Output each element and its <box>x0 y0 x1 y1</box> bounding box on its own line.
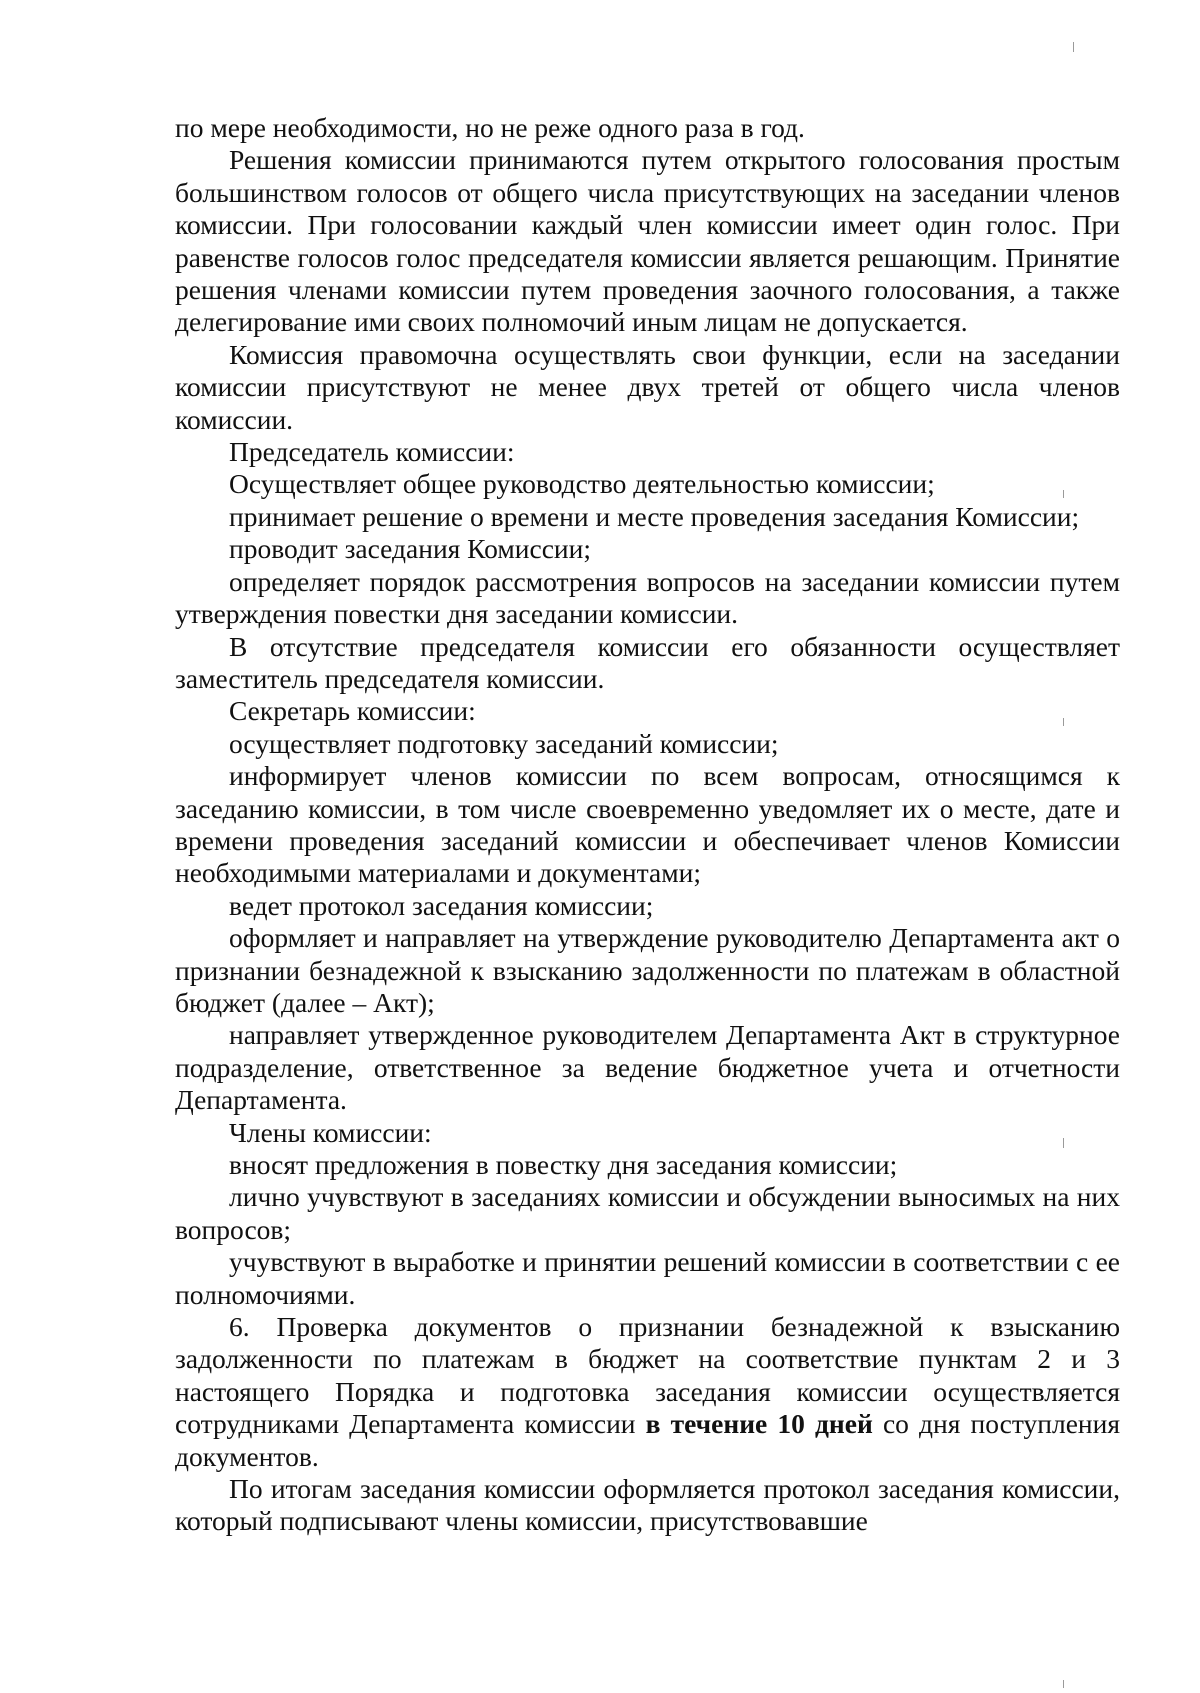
scan-mark <box>1063 490 1064 498</box>
paragraph-2: Решения комиссии принимаются путем открытого голосования простым большинством голосов от общего числа присутствующих на заседании членов комиссии. При голосовании каждый член комиссии имеет один голос. При равенстве голосов голос председателя комиссии является решающим. Принятие решения членами комиссии путем проведения заочного голосования, а также делегирование ими своих полномочий иным лицам не допускается. <box>175 144 1120 338</box>
paragraph-15: направляет утвержденное руководителем Департамента Акт в структурное подразделение, ответственное за ведение бюджетное учета и отчетности Департамента. <box>175 1019 1120 1116</box>
paragraph-6: принимает решение о времени и месте проведения заседания Комиссии; <box>229 500 1080 532</box>
paragraph-6-tail-text: со дня поступления документов. <box>175 1408 1120 1472</box>
scan-mark <box>1063 1680 1064 1688</box>
paragraph-9: В отсутствие председателя комиссии его обязанности осуществляет заместитель председателя комиссии. <box>175 630 1120 694</box>
paragraph-17: вносят предложения в повестку дня заседания комиссии; <box>229 1149 898 1180</box>
paragraph-19: учувствуют в выработке и принятии решений комиссии в соответствии с ее полномочиями. <box>175 1246 1120 1310</box>
scan-mark <box>1073 42 1074 52</box>
paragraph-10: Секретарь комиссии: <box>229 695 476 727</box>
scan-mark <box>1063 1138 1064 1148</box>
paragraph-16: Члены комиссии: <box>229 1116 432 1148</box>
paragraph-12: информирует членов комиссии по всем вопросам, относящимся к заседанию комиссии, в том числе своевременно уведомляет их о месте, дате и времени проведения заседаний комиссии и обеспечивает членов Комиссии необходимыми материалами и документами; <box>175 760 1120 889</box>
paragraph-13: ведет протокол заседания комиссии; <box>229 889 654 921</box>
paragraph-18: лично учувствуют в заседаниях комиссии и обсуждении выносимых на них вопросов; <box>175 1181 1120 1245</box>
paragraph-6-lead-text: 6. Проверка документов о признании безнадежной к взысканию задолженности по платежам в бюджет на соответствие пунктам 2 и 3 настоящего Порядка и подготовка заседания комиссии осуществляется сотрудниками Департамента комиссии <box>175 1311 1120 1440</box>
paragraph-6-bold-deadline: в течение 10 дней <box>645 1408 873 1440</box>
paragraph-3: Комиссия правомочна осуществлять свои функции, если на заседании комиссии присутствуют не менее двух третей от общего числа членов комиссии. <box>175 338 1120 435</box>
paragraph-20-item-6 <box>175 1311 1120 1473</box>
paragraph-7: проводит заседания Комиссии; <box>229 533 591 565</box>
scan-mark <box>1063 718 1064 726</box>
paragraph-21: По итогам заседания комиссии оформляется протокол заседания комиссии, который подписывают члены комиссии, присутствовавшие <box>175 1473 1120 1537</box>
paragraph-8: определяет порядок рассмотрения вопросов на заседании комиссии путем утверждения повестки дня заседании комиссии. <box>175 565 1120 630</box>
paragraph-4: Председатель комиссии: <box>229 436 515 468</box>
paragraph-11: осуществляет подготовку заседаний комиссии; <box>229 727 779 759</box>
paragraph-5: Осуществляет общее руководство деятельностью комиссии; <box>229 468 935 500</box>
paragraph-14: оформляет и направляет на утверждение руководителю Департамента акт о признании безнадежной к взысканию задолженности по платежам в областной бюджет (далее – Акт); <box>175 922 1120 1018</box>
document-body <box>175 112 1120 1538</box>
paragraph-1: по мере необходимости, но не реже одного раза в год. <box>175 112 805 143</box>
